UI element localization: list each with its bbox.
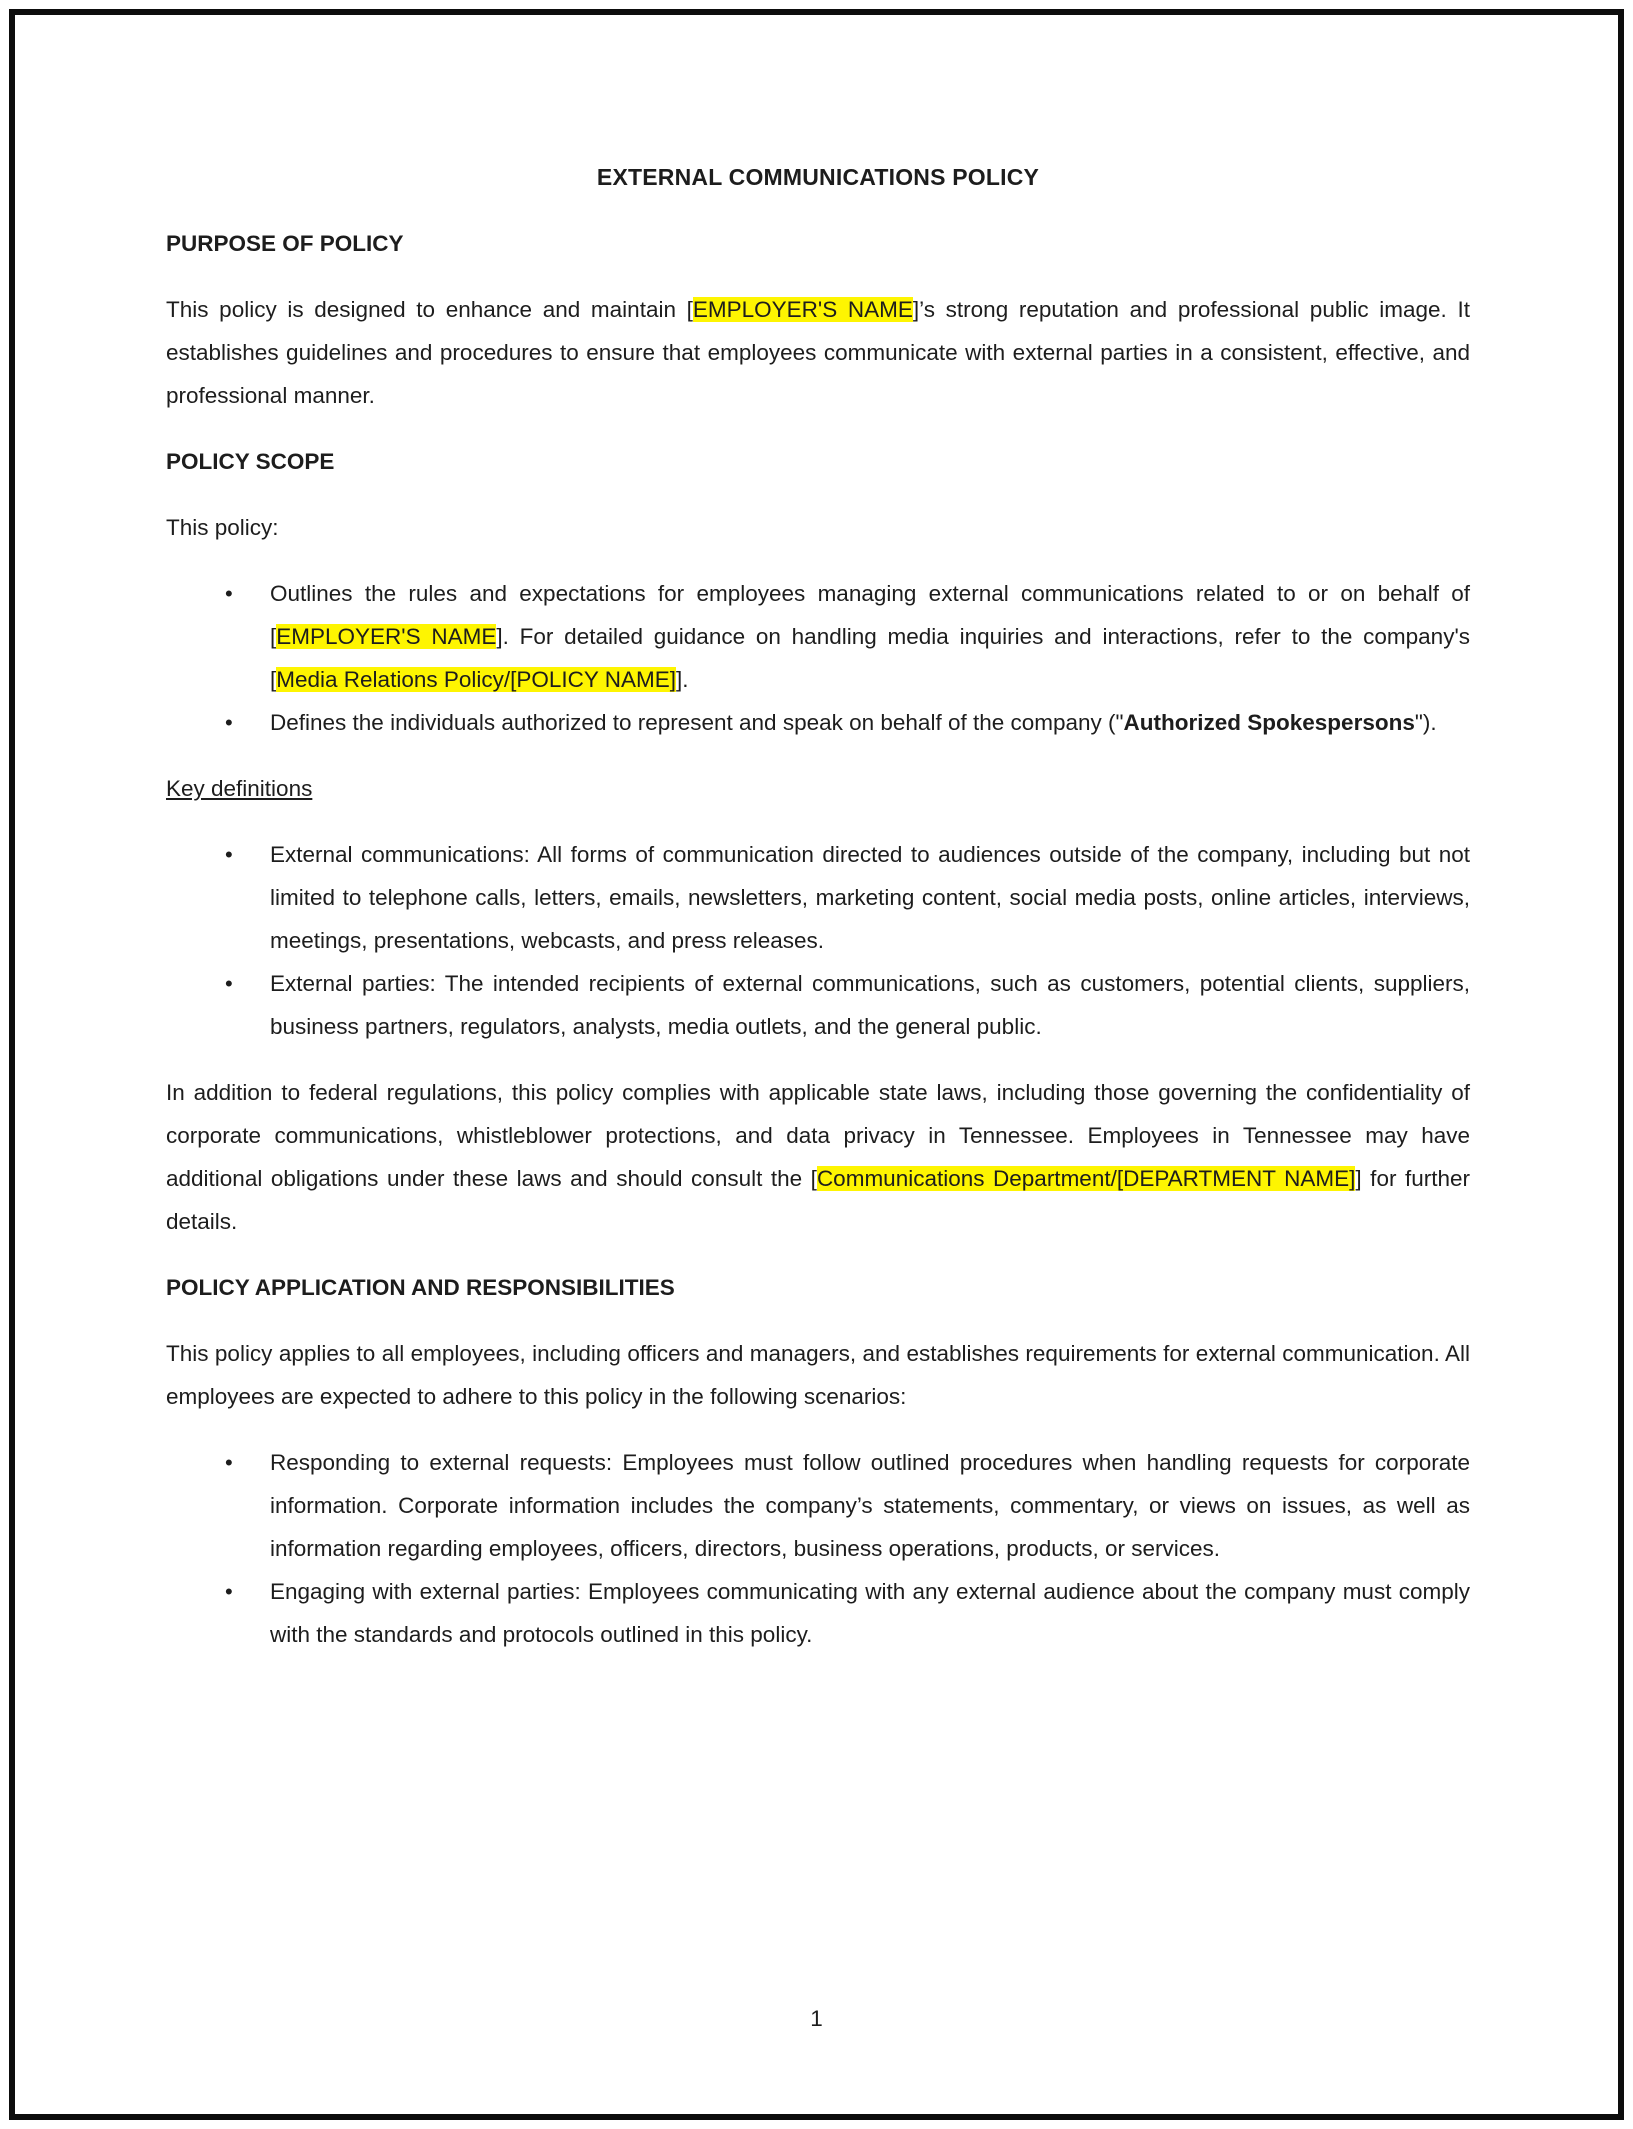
list-item <box>166 572 1470 701</box>
placeholder-department-name: Communications Department/[DEPARTMENT NAME] <box>816 1166 1356 1191</box>
purpose-paragraph <box>166 288 1470 417</box>
heading-key-definitions: Key definitions <box>166 776 313 801</box>
list-item: • Engaging with external parties: Employees communicating with any external audience about the company must comply with the standards and protocols outlined in this policy. <box>166 1570 1470 1656</box>
placeholder-employers-name: EMPLOYER'S NAME <box>692 297 913 322</box>
list-item: • Responding to external requests: Employees must follow outlined procedures when handling requests for corporate information. Corporate information includes the company’s statements, commentary, or views on issues, as well as information regarding employees, officers, directors, business operations, products, or services. <box>166 1441 1470 1570</box>
document-content <box>166 156 1470 1679</box>
text-run: ]. <box>676 667 689 692</box>
list-item: • External communications: All forms of communication directed to audiences outside of the company, including but not limited to telephone calls, letters, emails, newsletters, marketing content, social media posts, online articles, interviews, meetings, presentations, webcasts, and press releases. <box>166 833 1470 962</box>
scope-bullet-list <box>166 572 1470 744</box>
page-number: 1 <box>810 2006 823 2031</box>
placeholder-policy-name: Media Relations Policy/[POLICY NAME] <box>276 667 677 692</box>
text-run: In addition to federal regulations, this policy complies with applicable state laws, including those governing the confidentiality of corporate communications, whistleblower protections, and data privacy in Tennessee. Employees in Tennessee may have additional obligations under these laws and should consult the [ <box>166 1080 1470 1191</box>
placeholder-employers-name: EMPLOYER'S NAME <box>276 624 497 649</box>
heading-policy-application: POLICY APPLICATION AND RESPONSIBILITIES <box>166 1275 675 1300</box>
definitions-bullet-list <box>166 833 1470 1048</box>
application-bullet-list <box>166 1441 1470 1656</box>
text-run: ]’s strong reputation and professional public image. It establishes guidelines and procedures to ensure that employees communicate with external parties in a consistent, effective, and professional manner. <box>166 297 1470 408</box>
state-law-paragraph <box>166 1071 1470 1243</box>
text-run: "). <box>1414 710 1437 735</box>
text-run: This policy is designed to enhance and maintain [ <box>166 297 693 322</box>
heading-policy-scope: POLICY SCOPE <box>166 449 335 474</box>
text-run: ] for further details. <box>166 1166 1471 1234</box>
text-run: ]. For detailed guidance on handling media inquiries and interactions, refer to the company's [ <box>270 624 1470 692</box>
heading-purpose-of-policy: PURPOSE OF POLICY <box>166 231 404 256</box>
text-run: Outlines the rules and expectations for employees managing external communications related to or on behalf of [ <box>270 581 1470 649</box>
text-run: Defines the individuals authorized to represent and speak on behalf of the company (" <box>270 710 1124 735</box>
list-item <box>166 701 1470 744</box>
application-paragraph: This policy applies to all employees, including officers and managers, and establishes requirements for external communication. All employees are expected to adhere to this policy in the following scenarios: <box>166 1341 1470 1409</box>
document-title: EXTERNAL COMMUNICATIONS POLICY <box>596 164 1040 190</box>
scope-intro: This policy: <box>166 515 279 540</box>
authorized-spokespersons-term: Authorized Spokespersons <box>1123 710 1415 735</box>
list-item: • External parties: The intended recipients of external communications, such as customers, potential clients, suppliers, business partners, regulators, analysts, media outlets, and the general public. <box>166 962 1470 1048</box>
